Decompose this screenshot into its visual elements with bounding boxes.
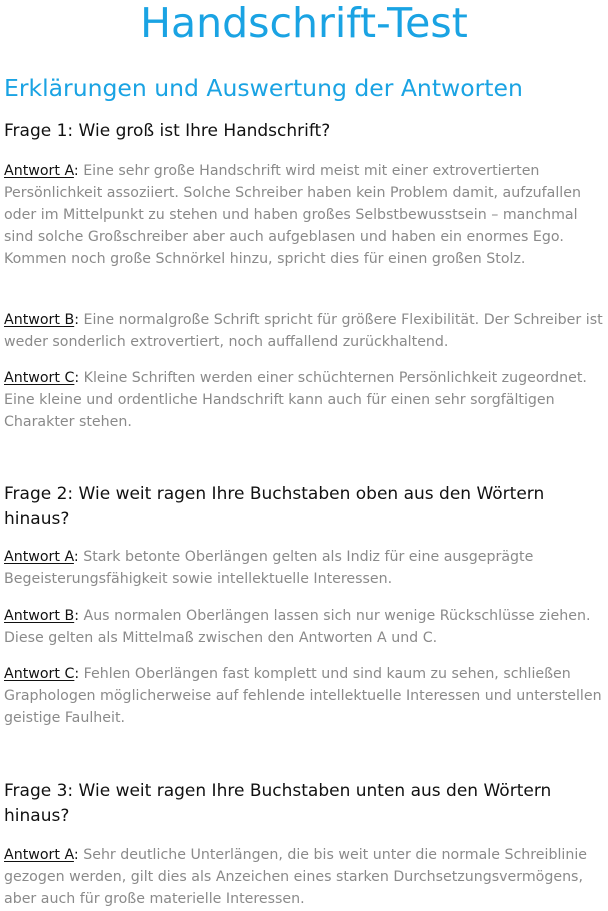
answer-text: Eine normalgroße Schrift spricht für größere Flexibilität. Der Schreiber ist weder sonderlich extrovertiert, noch auffallend zurückhaltend. xyxy=(4,312,603,350)
question-2-heading: Frage 2: Wie weit ragen Ihre Buchstaben oben aus den Wörtern hinaus? xyxy=(4,484,545,529)
question-2-answer-a: Antwort A: Stark betonte Oberlängen gelten als Indiz für eine ausgeprägte Begeisterungsfähigkeit sowie intellektuelle Interessen. xyxy=(4,549,534,587)
answer-label: Antwort A xyxy=(4,847,74,863)
page-subtitle: Erklärungen und Auswertung der Antworten xyxy=(4,74,523,102)
answer-text: Fehlen Oberlängen fast komplett und sind kaum zu sehen, schließen Graphologen möglicherweise auf fehlende intellektuelle Interessen und unterstellen geistige Faulheit. xyxy=(4,666,602,726)
answer-text: Eine sehr große Handschrift wird meist mit einer extrovertierten Persönlichkeit assoziiert. Solche Schreiber haben kein Problem damit, aufzufallen oder im Mittelpunkt zu stehen und haben großes Selbstbewusstsein – manchmal sind solche Großschreiber aber auch aufgeblasen und haben ein enormes Ego. Kommen noch große Schnörkel hinzu, spricht dies für einen großen Stolz. xyxy=(4,163,581,267)
answer-label: Antwort A xyxy=(4,549,74,565)
question-3-answer-a: Antwort A: Sehr deutliche Unterlängen, die bis weit unter die normale Schreiblinie gezogen werden, gilt dies als Anzeichen eines starken Durchsetzungsvermögens, aber auch für große materielle Interessen. xyxy=(4,847,588,907)
page-title: Handschrift-Test xyxy=(140,0,468,47)
answer-label: Antwort B xyxy=(4,608,75,624)
answer-label: Antwort A xyxy=(4,163,74,179)
question-1-answer-c: Antwort C: Kleine Schriften werden einer schüchternen Persönlichkeit zugeordnet. Eine kleine und ordentliche Handschrift kann auch für einen sehr sorgfältigen Charakter stehen. xyxy=(4,370,587,430)
question-2-answer-b: Antwort B: Aus normalen Oberlängen lassen sich nur wenige Rückschlüsse ziehen. Diese gelten als Mittelmaß zwischen den Antworten A und C. xyxy=(4,608,591,646)
question-1-answer-a: Antwort A: Eine sehr große Handschrift wird meist mit einer extrovertierten Persönlichkeit assoziiert. Solche Schreiber haben kein Problem damit, aufzufallen oder im Mittelpunkt zu stehen und haben großes Selbstbewusstsein – manchmal sind solche Großschreiber aber auch aufgeblasen und haben ein enormes Ego. Kommen noch große Schnörkel hinzu, spricht dies für einen großen Stolz. xyxy=(4,163,581,267)
question-2-answer-c: Antwort C: Fehlen Oberlängen fast komplett und sind kaum zu sehen, schließen Graphologen möglicherweise auf fehlende intellektuelle Interessen und unterstellen geistige Faulheit. xyxy=(4,666,602,726)
answer-text: Stark betonte Oberlängen gelten als Indiz für eine ausgeprägte Begeisterungsfähigkeit sowie intellektuelle Interessen. xyxy=(4,549,534,587)
answer-text: Aus normalen Oberlängen lassen sich nur wenige Rückschlüsse ziehen. Diese gelten als Mittelmaß zwischen den Antworten A und C. xyxy=(4,608,591,646)
answer-label: Antwort C xyxy=(4,370,75,386)
answer-text: Sehr deutliche Unterlängen, die bis weit unter die normale Schreiblinie gezogen werden, gilt dies als Anzeichen eines starken Durchsetzungsvermögens, aber auch für große materielle Interessen. xyxy=(4,847,588,907)
answer-text: Kleine Schriften werden einer schüchternen Persönlichkeit zugeordnet. Eine kleine und ordentliche Handschrift kann auch für einen sehr sorgfältigen Charakter stehen. xyxy=(4,370,587,430)
question-1-answer-b: Antwort B: Eine normalgroße Schrift spricht für größere Flexibilität. Der Schreiber ist weder sonderlich extrovertiert, noch auffallend zurückhaltend. xyxy=(4,312,603,350)
question-3-heading: Frage 3: Wie weit ragen Ihre Buchstaben unten aus den Wörtern hinaus? xyxy=(4,781,552,826)
question-1-heading: Frage 1: Wie groß ist Ihre Handschrift? xyxy=(4,121,331,141)
answer-label: Antwort C xyxy=(4,666,75,682)
answer-label: Antwort B xyxy=(4,312,75,328)
